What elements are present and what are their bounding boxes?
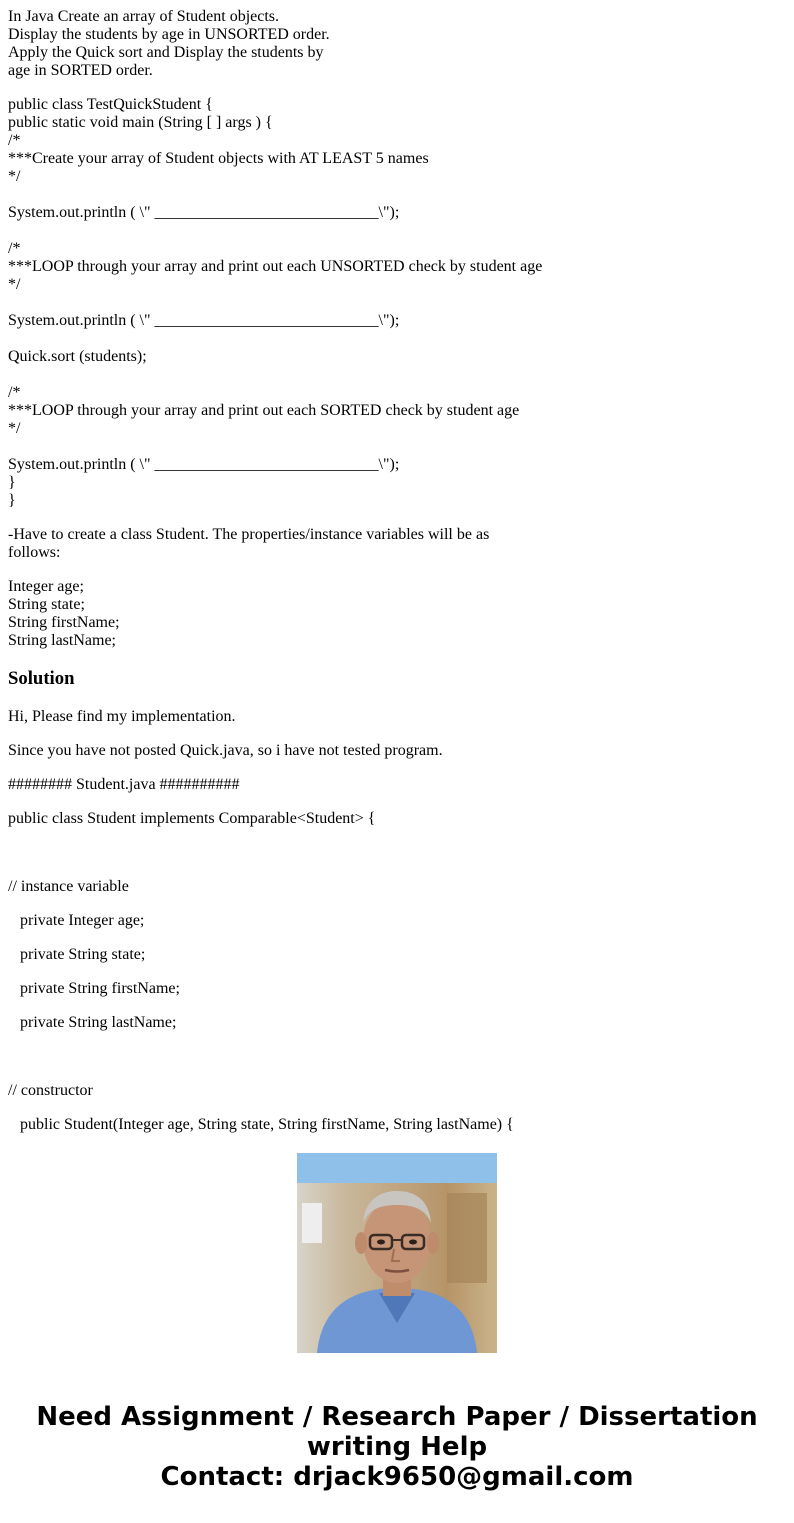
code-line: */ (8, 276, 21, 293)
code-line: } (8, 492, 16, 509)
footer-line: writing Help (306, 1432, 488, 1462)
solution-line: private String lastName; (20, 1014, 177, 1031)
solution-heading: Solution (8, 668, 75, 689)
class-note (8, 526, 788, 562)
code-line: ***LOOP through your array and print out each UNSORTED check by student age (8, 258, 543, 275)
code-blank-line (8, 330, 788, 348)
solution-line: // instance variable (8, 878, 129, 895)
intro-line: Apply the Quick sort and Display the students by (8, 44, 324, 61)
solution-line: Hi, Please find my implementation. (8, 708, 236, 725)
code-blank-line (8, 222, 788, 240)
code-line: /* (8, 240, 21, 257)
code-blank-line (8, 294, 788, 312)
code-blank-line (8, 366, 788, 384)
intro-line: age in SORTED order. (8, 62, 153, 79)
code-line: Quick.sort (students); (8, 348, 147, 365)
field-line: String firstName; (8, 614, 120, 631)
solution-line: private String state; (20, 946, 146, 963)
solution-blank-line (8, 1048, 788, 1066)
tutor-photo (297, 1153, 497, 1353)
solution-line: private String firstName; (20, 980, 180, 997)
tutor-avatar (297, 1153, 497, 1353)
solution-line: public class Student implements Comparable<Student> { (8, 810, 376, 827)
solution-blank-line (8, 844, 788, 862)
footer-contact: Contact: drjack9650@gmail.com (160, 1462, 634, 1492)
intro-line: In Java Create an array of Student objects. (8, 8, 280, 25)
question-code-block (8, 96, 788, 510)
field-line: String state; (8, 596, 85, 613)
code-line: ***Create your array of Student objects with AT LEAST 5 names (8, 150, 429, 167)
footer-banner (0, 1402, 794, 1492)
code-blank-line (8, 186, 788, 204)
code-line: */ (8, 168, 21, 185)
intro-line: Display the students by age in UNSORTED order. (8, 26, 330, 43)
field-line: Integer age; (8, 578, 84, 595)
solution-line: ######## Student.java ########## (8, 776, 240, 793)
solution-line: public Student(Integer age, String state, String firstName, String lastName) { (20, 1116, 514, 1133)
solution-line: private Integer age; (20, 912, 145, 929)
code-line: ***LOOP through your array and print out each SORTED check by student age (8, 402, 520, 419)
code-line: } (8, 474, 16, 491)
code-blank-line (8, 438, 788, 456)
note-line: -Have to create a class Student. The properties/instance variables will be as (8, 526, 490, 543)
footer-line: Need Assignment / Research Paper / Dissertation (36, 1402, 758, 1432)
code-line: public class TestQuickStudent { (8, 96, 213, 113)
question-intro (8, 8, 788, 80)
note-line: follows: (8, 544, 61, 561)
code-line: System.out.println ( \" ____________________________\"); (8, 312, 400, 329)
solution-line: Since you have not posted Quick.java, so i have not tested program. (8, 742, 443, 759)
question-body (8, 8, 788, 650)
code-line: System.out.println ( \" ____________________________\"); (8, 456, 400, 473)
field-line: String lastName; (8, 632, 116, 649)
solution-body (8, 708, 788, 1133)
fields-list (8, 578, 788, 650)
code-line: public static void main (String [ ] args ) { (8, 114, 273, 131)
code-line: System.out.println ( \" ____________________________\"); (8, 204, 400, 221)
code-line: /* (8, 384, 21, 401)
code-line: */ (8, 420, 21, 437)
code-line: /* (8, 132, 21, 149)
solution-line: // constructor (8, 1082, 93, 1099)
